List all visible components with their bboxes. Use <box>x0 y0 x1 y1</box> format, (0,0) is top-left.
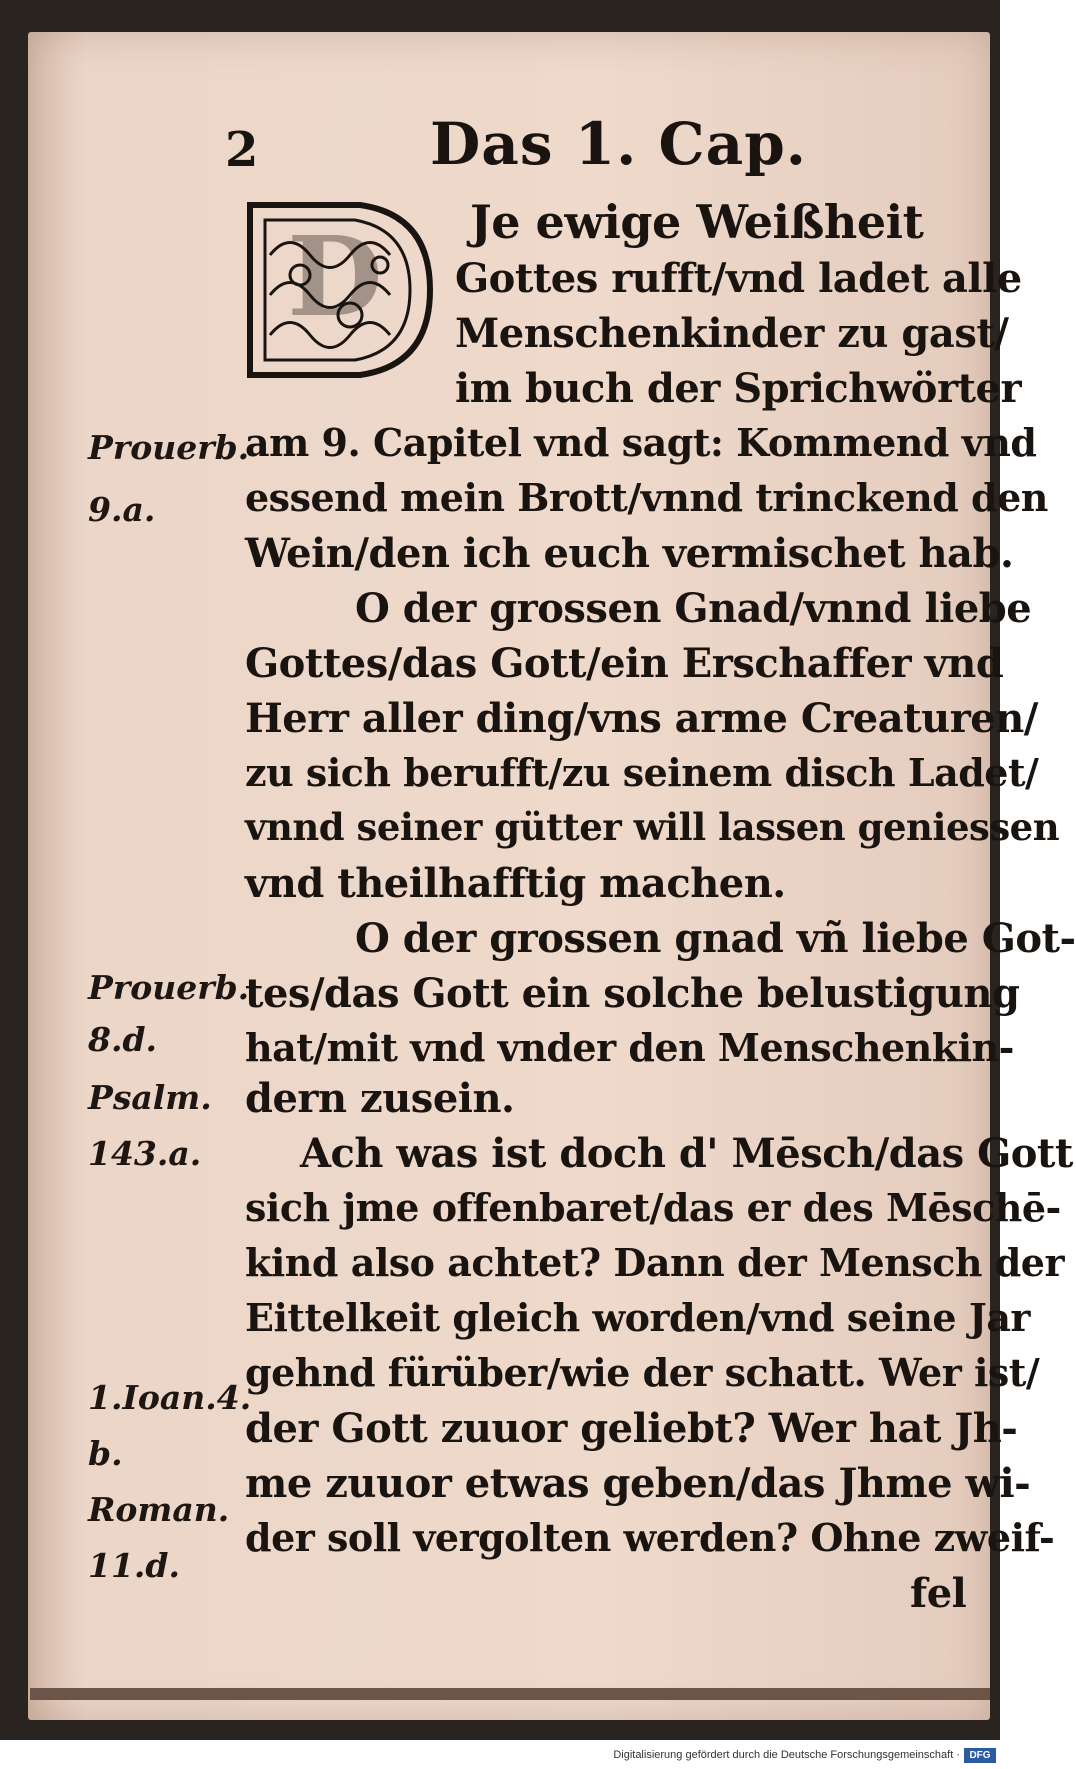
margin-note: Prouerb. <box>88 968 250 1007</box>
text-line: Wein/den ich euch vermischet hab. <box>245 530 1014 577</box>
text-line: im buch der Sprichwörter <box>455 365 1022 412</box>
text-line: am 9. Capitel vnd sagt: Kommend vnd <box>245 420 1037 465</box>
margin-note: b. <box>88 1434 123 1473</box>
text-line: Gottes/das Gott/ein Erschaffer vnd <box>245 640 1004 687</box>
margin-note: 9.a. <box>88 490 156 529</box>
chapter-title: Das 1. Cap. <box>430 110 807 178</box>
margin-note: Roman. <box>88 1490 230 1529</box>
text-line: zu sich berufft/zu seinem disch Ladet/ <box>245 750 1039 795</box>
text-line: Je ewige Weißheit <box>470 195 924 249</box>
text-line: tes/das Gott ein solche belustigung <box>245 970 1020 1017</box>
text-line: kind also achtet? Dann der Mensch der <box>245 1240 1064 1285</box>
text-line: Eittelkeit gleich worden/vnd seine Jar <box>245 1295 1030 1340</box>
text-line: fel <box>910 1570 967 1617</box>
text-line: essend mein Brott/vnnd trinckend den <box>245 475 1048 520</box>
margin-note: Prouerb. <box>88 428 250 467</box>
initial-letter: D <box>287 212 383 341</box>
text-line: Menschenkinder zu gast/ <box>455 310 1009 357</box>
text-line: Herr aller ding/vns arme Creaturen/ <box>245 695 1038 742</box>
text-line: hat/mit vnd vnder den Menschenkin- <box>245 1025 1014 1070</box>
margin-note: 1.Ioan.4. <box>88 1378 252 1417</box>
page-number: 2 <box>225 122 259 178</box>
text-line: Ach was ist doch d' Mēsch/das Gott <box>300 1130 1073 1177</box>
decorated-initial-d <box>240 195 440 385</box>
text-line: der Gott zuuor geliebt? Wer hat Jh- <box>245 1405 1018 1452</box>
text-line: Gottes rufft/vnd ladet alle <box>455 255 1022 302</box>
text-line: dern zusein. <box>245 1075 515 1122</box>
text-line: vnnd seiner gütter will lassen geniessen <box>245 805 1060 849</box>
margin-note: 143.a. <box>88 1134 202 1173</box>
text-line: vnd theilhafftig machen. <box>245 860 786 907</box>
margin-note: Psalm. <box>88 1078 212 1117</box>
text-line: O der grossen Gnad/vnnd liebe <box>355 585 1032 632</box>
margin-note: 8.d. <box>88 1020 158 1059</box>
text-line: O der grossen gnad vñ liebe Got- <box>355 915 1076 962</box>
text-line: me zuuor etwas geben/das Jhme wi- <box>245 1460 1031 1507</box>
margin-notes <box>88 0 258 1769</box>
ornamental-initial-icon <box>240 195 440 385</box>
text-line: sich jme offenbaret/das er des Mēschē- <box>245 1185 1061 1230</box>
text-line: gehnd fürüber/wie der schatt. Wer ist/ <box>245 1350 1040 1395</box>
footer-bar <box>0 1745 1000 1769</box>
text-line: der soll vergolten werden? Ohne zweif- <box>245 1515 1055 1560</box>
margin-note: 11.d. <box>88 1546 180 1585</box>
footer-credit: Digitalisierung gefördert durch die Deutsche Forschungsgemeinschaft · <box>613 1749 960 1761</box>
dfg-logo: DFG <box>964 1748 996 1763</box>
